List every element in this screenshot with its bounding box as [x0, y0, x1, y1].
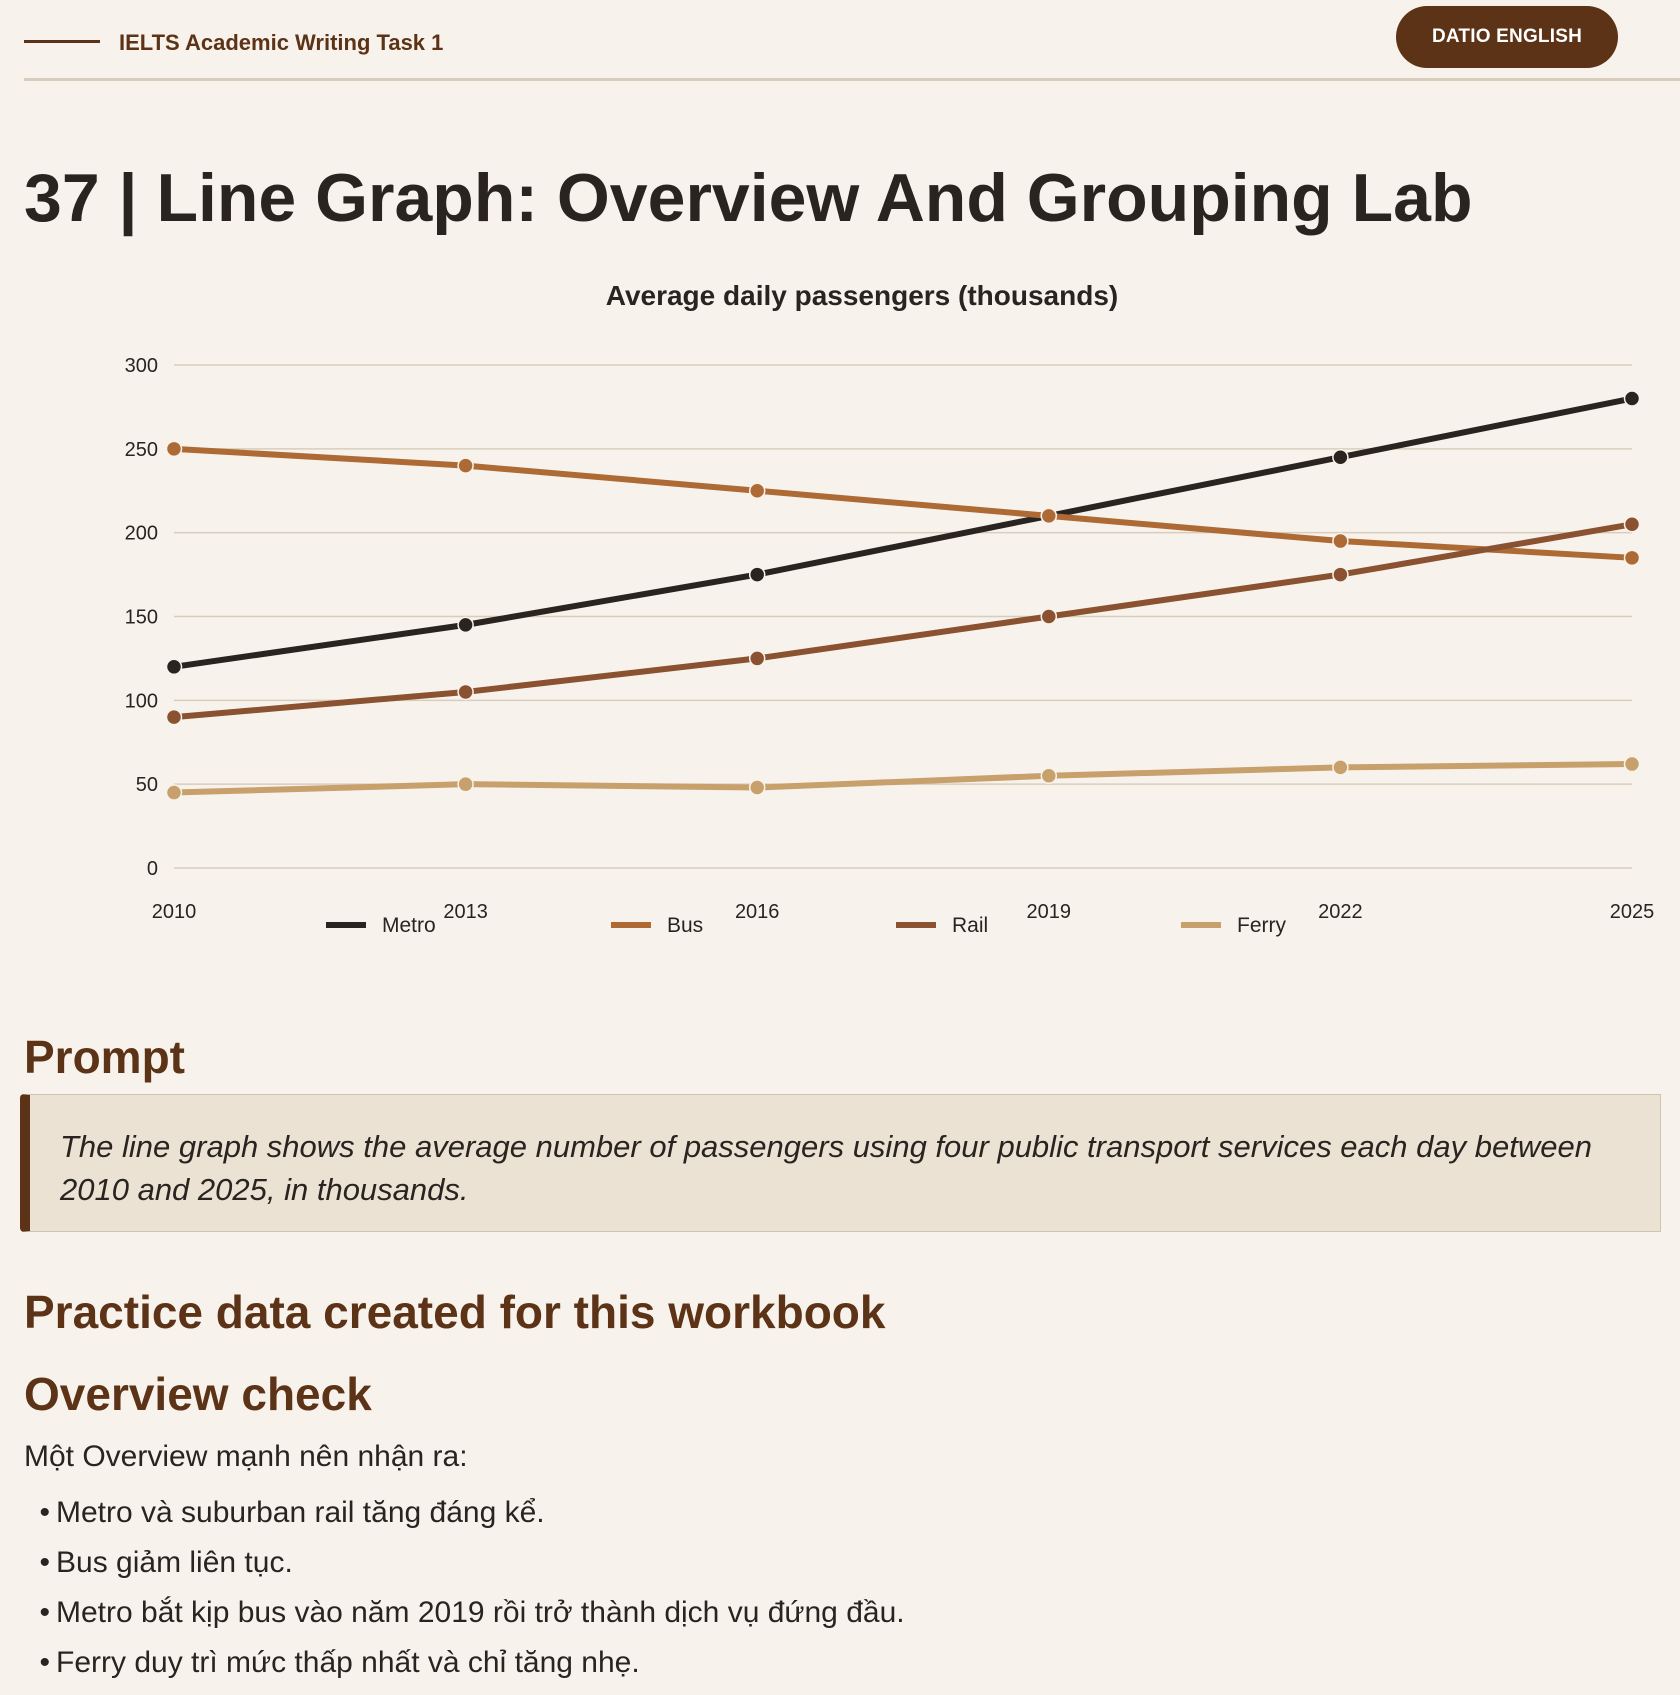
legend-label: Metro	[382, 914, 436, 937]
x-tick-label: 2022	[1318, 901, 1363, 923]
prompt-box	[20, 1094, 1661, 1232]
y-tick-label: 250	[124, 438, 158, 461]
page	[24, 0, 1680, 1679]
practice-heading: Practice data created for this workbook	[24, 1286, 886, 1338]
data-point-ferry	[1625, 757, 1640, 772]
data-point-metro	[458, 617, 473, 632]
x-axis-ticks	[152, 901, 1655, 923]
x-tick-label: 2016	[734, 901, 780, 923]
data-point-metro	[1333, 450, 1348, 465]
header-rule	[24, 40, 100, 43]
list-item-text: Bus giảm liên tục.	[56, 1546, 293, 1579]
data-point-rail	[750, 651, 765, 666]
data-point-bus	[458, 458, 473, 473]
data-point-metro	[167, 659, 182, 674]
data-point-bus	[1041, 508, 1056, 523]
series-line-bus	[174, 449, 1632, 558]
list-item-text: Metro bắt kịp bus vào năm 2019 rồi trở thành dịch vụ đứng đầu.	[56, 1596, 905, 1629]
y-tick-label: 150	[124, 606, 158, 629]
series-line-ferry	[174, 764, 1632, 793]
overview-heading: Overview check	[24, 1368, 372, 1420]
y-tick-label: 300	[124, 355, 158, 377]
bullet-icon: •	[39, 1496, 50, 1529]
header-kicker: IELTS Academic Writing Task 1	[119, 30, 444, 55]
data-point-ferry	[458, 777, 473, 792]
data-point-metro	[750, 567, 765, 582]
data-point-bus	[1333, 534, 1348, 549]
chart-title: Average daily passengers (thousands)	[605, 280, 1119, 311]
list-item-text: Metro và suburban rail tăng đáng kể.	[56, 1496, 545, 1529]
x-tick-label: 2013	[443, 901, 488, 923]
data-point-rail	[1333, 567, 1348, 582]
y-tick-label: 50	[135, 774, 158, 797]
data-point-rail	[167, 710, 182, 725]
prompt-heading: Prompt	[24, 1031, 185, 1083]
chart-series	[167, 391, 1640, 800]
prompt-text: The line graph shows the average number of passengers using four public transport services each day between 2010 and 2025, in thousands.	[60, 1129, 1592, 1207]
y-tick-label: 100	[124, 690, 158, 713]
list-item	[24, 1495, 905, 1545]
data-point-rail	[1041, 609, 1056, 624]
y-tick-label: 0	[146, 858, 158, 880]
y-axis-ticks	[125, 355, 158, 880]
bullet-icon: •	[39, 1546, 50, 1579]
header-bar	[24, 0, 1680, 81]
data-point-rail	[458, 684, 473, 699]
x-tick-label: 2025	[1609, 901, 1655, 923]
series-line-rail	[174, 524, 1632, 717]
data-point-bus	[750, 483, 765, 498]
bullet-icon: •	[39, 1646, 50, 1679]
list-item	[24, 1645, 905, 1695]
data-point-rail	[1625, 517, 1640, 532]
data-point-ferry	[1333, 760, 1348, 775]
data-point-metro	[1625, 391, 1640, 406]
overview-list	[24, 1495, 905, 1695]
legend-label: Rail	[952, 914, 989, 937]
y-tick-label: 200	[124, 522, 158, 545]
brand-badge-button[interactable]: DATIO ENGLISH	[1396, 6, 1618, 68]
data-point-ferry	[1041, 768, 1056, 783]
overview-lead: Một Overview mạnh nên nhận ra:	[24, 1440, 468, 1473]
x-tick-label: 2010	[151, 901, 197, 923]
data-point-ferry	[167, 785, 182, 800]
line-chart	[0, 270, 1680, 990]
legend-label: Ferry	[1237, 914, 1286, 937]
legend-label: Bus	[667, 914, 704, 937]
list-item	[24, 1545, 905, 1595]
data-point-bus	[167, 441, 182, 456]
bullet-icon: •	[39, 1596, 50, 1629]
data-point-ferry	[750, 780, 765, 795]
list-item-text: Ferry duy trì mức thấp nhất và chỉ tăng nhẹ.	[56, 1646, 640, 1679]
data-point-bus	[1625, 550, 1640, 565]
list-item	[24, 1595, 905, 1645]
x-tick-label: 2019	[1026, 901, 1072, 923]
page-title: 37 | Line Graph: Overview And Grouping Lab	[24, 160, 1473, 236]
